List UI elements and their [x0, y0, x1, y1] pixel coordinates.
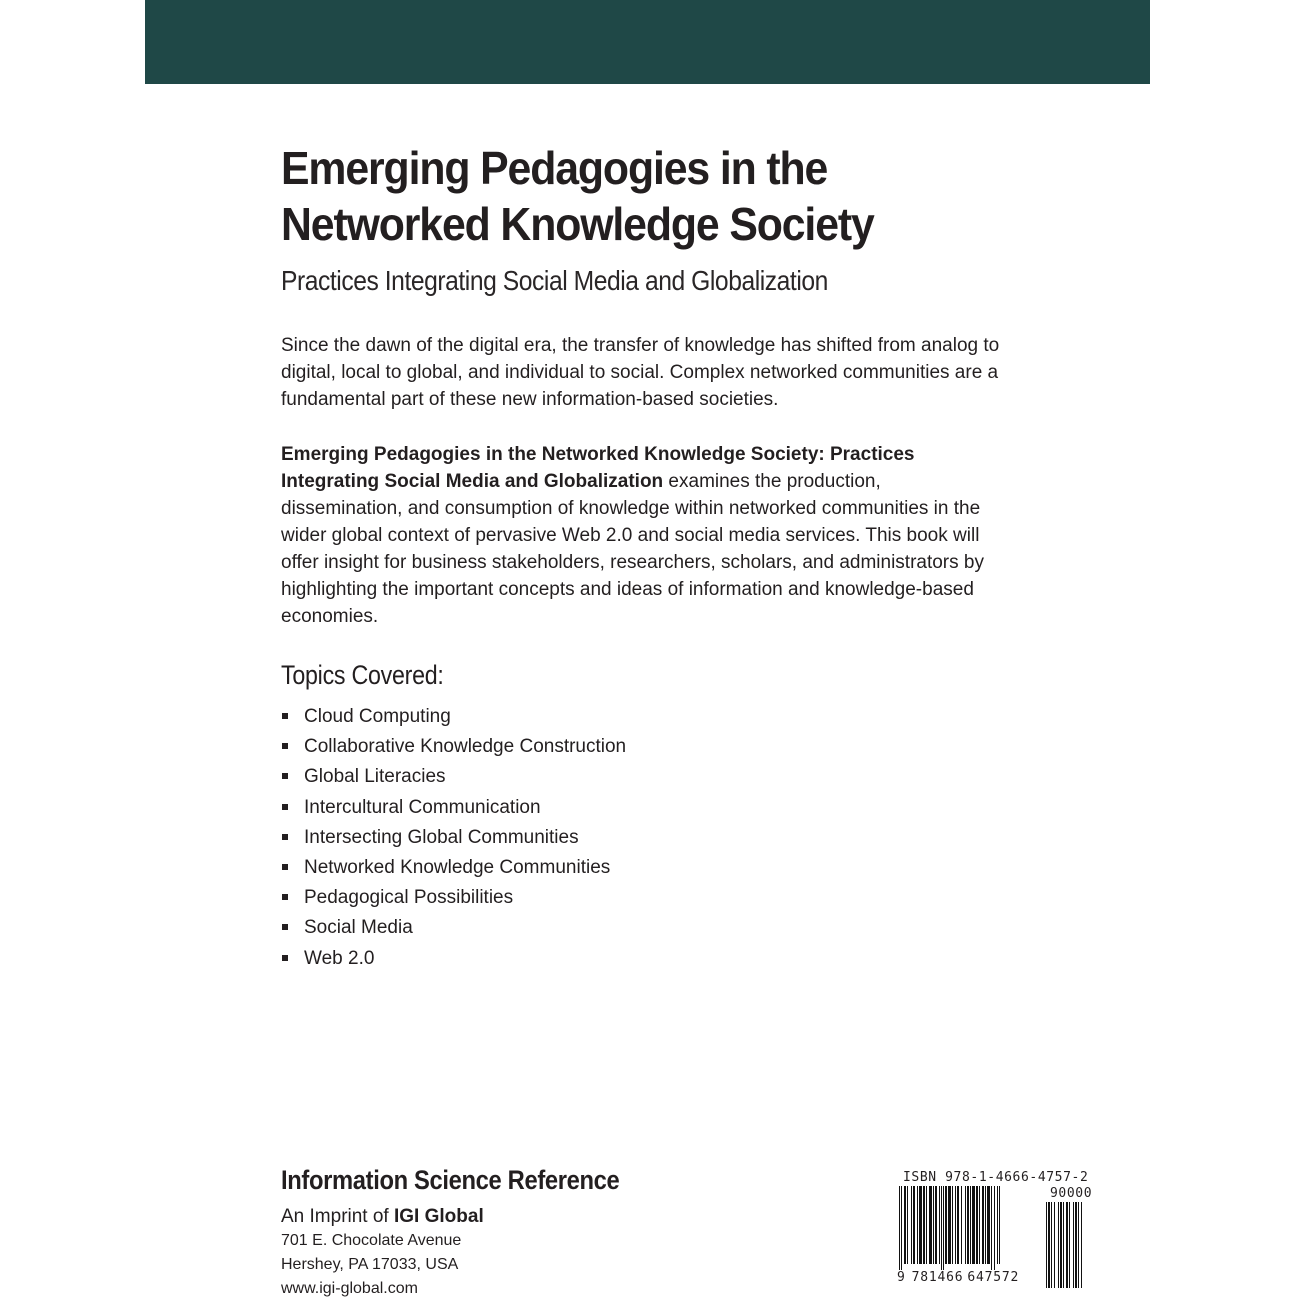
barcode-digits: 9 781466 647572 [897, 1270, 1020, 1285]
publisher-website: www.igi-global.com [281, 1280, 418, 1297]
imprint-name: IGI Global [394, 1206, 484, 1227]
bullet-icon [282, 864, 288, 870]
barcode-addon-bars [1044, 1202, 1106, 1292]
topic-item: Cloud Computing [281, 702, 1001, 732]
book-title [281, 140, 951, 252]
title-line-1: Emerging Pedagogies in the [281, 142, 828, 194]
topic-item: Global Literacies [281, 762, 1001, 792]
bullet-icon [282, 894, 288, 900]
topic-item: Intercultural Communication [281, 793, 1001, 823]
book-subtitle: Practices Integrating Social Media and Globalization [281, 265, 828, 296]
bullet-icon [282, 713, 288, 719]
title-line-2: Networked Knowledge Society [281, 198, 874, 250]
isbn-barcode [897, 1170, 1107, 1292]
description-paragraph-1: Since the dawn of the digital era, the transfer of knowledge has shifted from analog to digital, local to global, and individual to social. Complex networked communities are a fundamental part of these new information-based societies. [281, 335, 1000, 410]
address-line-1: 701 E. Chocolate Avenue [281, 1232, 462, 1249]
publisher-name: Information Science Reference [281, 1165, 620, 1195]
paragraph-book-title: Emerging Pedagogies in the Networked Knowledge Society: Practices Integrating Social Media and Globalization [281, 444, 915, 492]
barcode-main-bars [897, 1186, 1037, 1270]
isbn-label: ISBN 978-1-4666-4757-2 [903, 1170, 1089, 1185]
topic-item: Pedagogical Possibilities [281, 883, 1001, 913]
topic-item: Networked Knowledge Communities [281, 853, 1001, 883]
bullet-icon [282, 743, 288, 749]
topic-item: Collaborative Knowledge Construction [281, 732, 1001, 762]
bullet-icon [282, 773, 288, 779]
description-paragraph-2 [281, 441, 1001, 630]
address-line-2: Hershey, PA 17033, USA [281, 1256, 459, 1273]
top-color-band [145, 0, 1150, 84]
imprint-line: An Imprint of IGI Global [281, 1206, 484, 1227]
paragraph-body: examines the production, dissemination, and consumption of knowledge within networked communities in the wider global context of pervasive Web 2.0 and social media services. This book will offer insight for business stakeholders, researchers, scholars, and administrators by highlighting the important concepts and ideas of information and knowledge-based economies. [281, 471, 984, 627]
topics-heading: Topics Covered: [281, 660, 444, 690]
bullet-icon [282, 834, 288, 840]
bullet-icon [282, 924, 288, 930]
topics-list [281, 702, 1001, 974]
topic-item: Web 2.0 [281, 944, 1001, 974]
price-code: 90000 [1050, 1186, 1093, 1201]
bullet-icon [282, 804, 288, 810]
publisher-block [281, 1163, 701, 1301]
topic-item: Intersecting Global Communities [281, 823, 1001, 853]
topic-item: Social Media [281, 913, 1001, 943]
bullet-icon [282, 955, 288, 961]
cover-content [281, 140, 1001, 974]
